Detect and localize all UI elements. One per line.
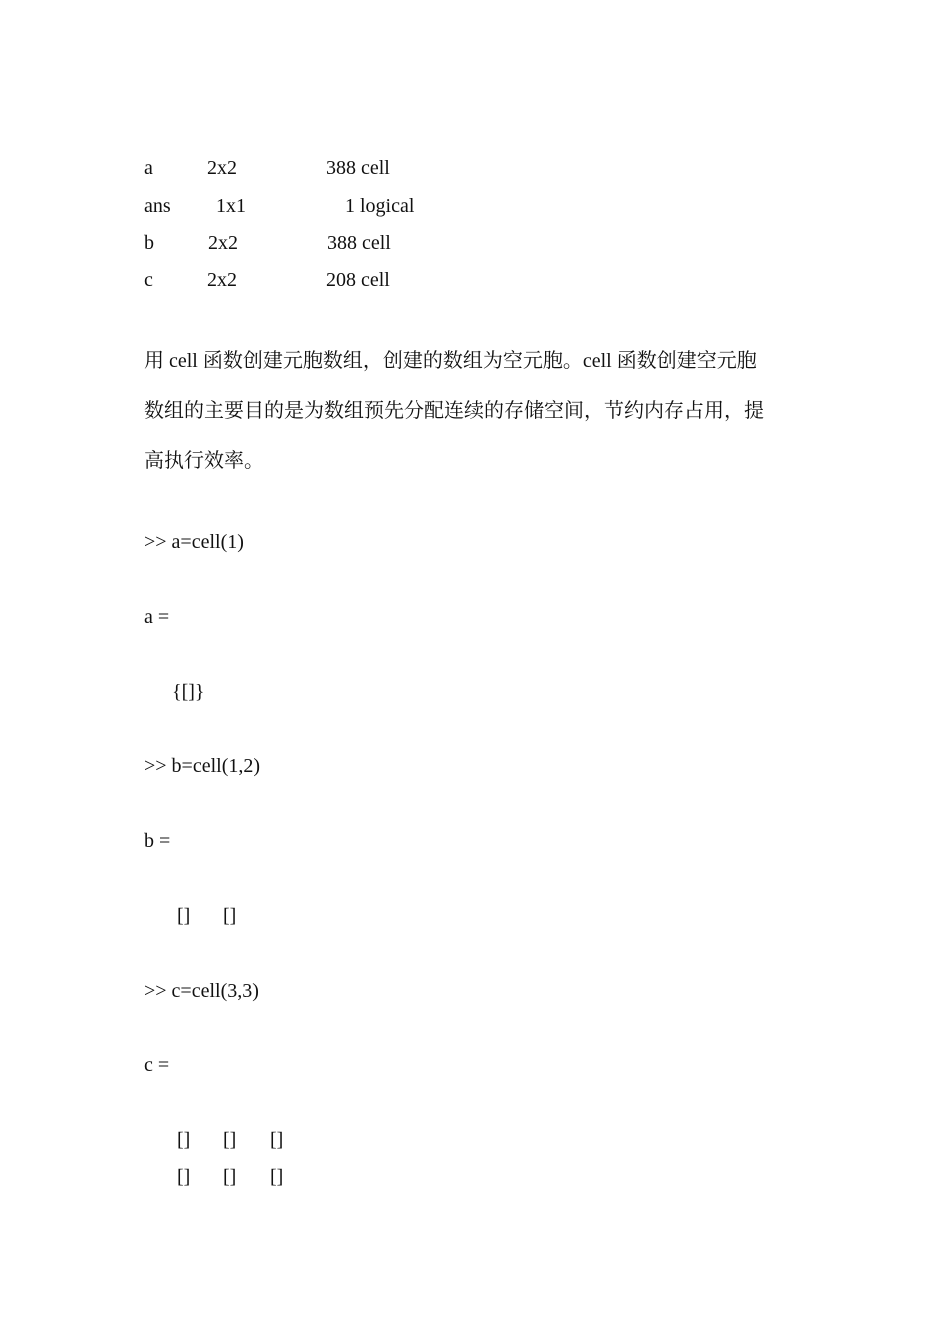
output-b-cell: [] — [177, 905, 191, 927]
paragraph-line: 高执行效率。 — [144, 450, 264, 472]
var-name-b: b — [144, 232, 154, 254]
var-size-b: 2x2 — [208, 232, 238, 254]
command-c: >> c=cell(3,3) — [144, 980, 259, 1002]
output-c-header: c = — [144, 1054, 170, 1076]
var-size-ans: 1x1 — [216, 195, 246, 217]
var-size-a: 2x2 — [207, 157, 237, 179]
output-a-header: a = — [144, 606, 170, 628]
var-bytes-class-b: 388 cell — [327, 232, 391, 254]
output-c-cell: [] — [177, 1129, 191, 1151]
output-a-value: {[]} — [172, 681, 205, 703]
paragraph-line: 数组的主要目的是为数组预先分配连续的存储空间，节约内存占用，提 — [144, 400, 764, 422]
output-c-cell: [] — [270, 1166, 284, 1188]
var-bytes-class-a: 388 cell — [326, 157, 390, 179]
paragraph-line: 用 cell 函数创建元胞数组，创建的数组为空元胞。cell 函数创建空元胞 — [144, 350, 757, 372]
var-name-c: c — [144, 269, 153, 291]
output-b-header: b = — [144, 830, 171, 852]
var-bytes-class-ans: 1 logical — [345, 195, 415, 217]
output-c-cell: [] — [177, 1166, 191, 1188]
var-name-ans: ans — [144, 195, 171, 217]
output-c-cell: [] — [223, 1166, 237, 1188]
output-b-cell: [] — [223, 905, 237, 927]
output-c-cell: [] — [223, 1129, 237, 1151]
var-bytes-class-c: 208 cell — [326, 269, 390, 291]
command-a: >> a=cell(1) — [144, 531, 244, 553]
command-b: >> b=cell(1,2) — [144, 755, 261, 777]
var-size-c: 2x2 — [207, 269, 237, 291]
var-name-a: a — [144, 157, 153, 179]
output-c-cell: [] — [270, 1129, 284, 1151]
description-paragraph — [144, 336, 824, 486]
